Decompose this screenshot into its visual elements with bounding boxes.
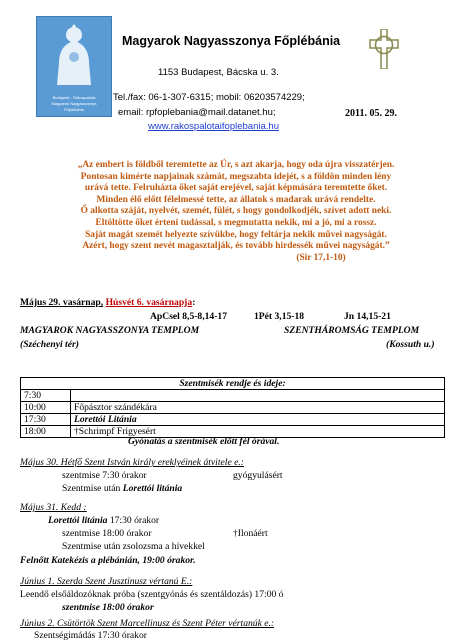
church-1-place: (Széchenyi tér) [20, 339, 79, 350]
logo-line-2: Magyarok Nagyasszonya [51, 101, 97, 106]
mass-intention: Főpásztor szándékára [71, 402, 445, 414]
tuesday-intention: †Ilonáért [233, 528, 268, 539]
table-row [21, 390, 445, 402]
thursday-adoration: Szentségimádás 17:30 órakor [34, 630, 147, 641]
quote-line: Ő alkotta száját, nyelvét, szemét, fülét, s hogy gondolkodjék, szívet adott neki. [80, 206, 392, 217]
quote-line: Saját magát szemét helyezte szívükbe, hogy feltárja nekik művei nagyságát. [85, 229, 387, 240]
quote-reference: (Sir 17,1-10) [296, 252, 346, 263]
parish-logo [36, 16, 112, 117]
church-2-name: SZENTHÁROMSÁG TEMPLOM [284, 325, 420, 336]
scripture-quote [22, 160, 450, 264]
wednesday-heading: Június 1. Szerda Szent Jusztinusz vértanú E.: [20, 576, 193, 587]
mass-intention: Lorettói Litánia [71, 414, 445, 426]
wednesday-rehearsal: Leendő elsőáldozóknak próba (szentgyónás és szentáldozás) 17:00 ó [20, 589, 284, 600]
sunday-heading [20, 297, 195, 308]
tuesday-litany-time: 17:30 órakor [107, 515, 160, 526]
mass-intention [71, 390, 445, 402]
tuesday-heading: Május 31. Kedd : [20, 502, 87, 513]
quote-line: Azért, hogy szent nevét magasztalják, és tovább hirdessék művei nagyságát.” [82, 241, 390, 252]
mass-time: 7:30 [21, 390, 71, 402]
church-1-name: MAGYAROK NAGYASSZONYA TEMPLOM [20, 325, 200, 336]
monday-mass: szentmise 7:30 órakor [62, 470, 147, 481]
madonna-icon [49, 23, 99, 89]
mass-schedule-table [20, 377, 445, 438]
celtic-cross-icon [364, 29, 404, 69]
table-row [21, 414, 445, 426]
table-header-row [21, 378, 445, 390]
quote-line: „Az embert is földből teremtette az Úr, s azt akarja, hogy oda újra visszatérjen. [77, 160, 395, 170]
tuesday-after-mass: Szentmise után zsolozsma a hívekkel [62, 541, 205, 552]
reading-2: 1Pét 3,15-18 [254, 311, 305, 322]
sunday-day: Május 29. vasárnap, [20, 297, 104, 308]
mass-time: 18:00 [21, 426, 71, 438]
monday-after-mass [62, 483, 182, 494]
tuesday-litany [48, 515, 159, 526]
quote-line: Eltöltötte őket érteni tudással, s megmutatta nekik, mi a jó, mi a rossz. [95, 217, 377, 228]
wednesday-mass: szentmise 18:00 órakor [62, 602, 154, 613]
table-row [21, 402, 445, 414]
confession-note: Gyónatás a szentmisék előtt fél órával. [128, 436, 280, 447]
reading-3: Jn 14,15-21 [344, 311, 391, 322]
reading-1: ApCsel 8,5-8,14-17 [150, 311, 228, 322]
mass-time: 10:00 [21, 402, 71, 414]
email-line: email: rpfoplebania@mail.datanet.hu; [118, 107, 276, 118]
church-2-place: (Kossuth u.) [386, 339, 435, 350]
tuesday-mass: szentmise 18:00 órakor [62, 528, 152, 539]
mass-intention: †Schrimpf Frigyesért [71, 426, 445, 438]
monday-litany: Lorettói litánia [122, 483, 183, 494]
parish-name: Magyarok Nagyasszonya Főplébánia [122, 34, 341, 48]
monday-intention: gyógyulásért [233, 470, 283, 481]
phone-line: Tel./fax: 06-1-307-6315; mobil: 06203574229; [113, 92, 305, 103]
mass-time: 17:30 [21, 414, 71, 426]
mass-table-title: Szentmisék rendje és ideje: [21, 378, 445, 390]
adult-catechesis: Felnőtt Katekézis a plébánián, 19:00 órakor. [20, 555, 196, 566]
bulletin-date: 2011. 05. 29. [345, 108, 397, 119]
sunday-colon: : [192, 297, 196, 308]
logo-line-3: Főplébánia [64, 107, 84, 112]
quote-line: Pontosan kimérte napjainak számát, megszabta idejét, s a földön minden lény [80, 171, 392, 182]
monday-after-text: Szentmise után [62, 483, 123, 494]
logo-line-1: Budapest - Rákospalota [52, 95, 96, 100]
quote-line: urává tette. Felruházta őket saját erejével, saját képmására teremtette őket. [84, 183, 388, 194]
tuesday-litany-label: Lorettói litánia [48, 515, 108, 526]
quote-line: Minden élő előtt félelmessé tette, az állatok s madarak urává rendelte. [96, 194, 376, 205]
monday-heading: Május 30. Hétfő Szent István király ereklyéinek átvitele e.: [20, 457, 244, 468]
address: 1153 Budapest, Bácska u. 3. [158, 67, 279, 78]
sunday-feast: Húsvét 6. vasárnapja [105, 297, 193, 308]
thursday-heading: Június 2. Csütörtök Szent Marcellinusz és Szent Péter vértanúk e.: [20, 618, 275, 629]
website-link[interactable]: www.rakospalotaifoplebania.hu [148, 121, 279, 132]
